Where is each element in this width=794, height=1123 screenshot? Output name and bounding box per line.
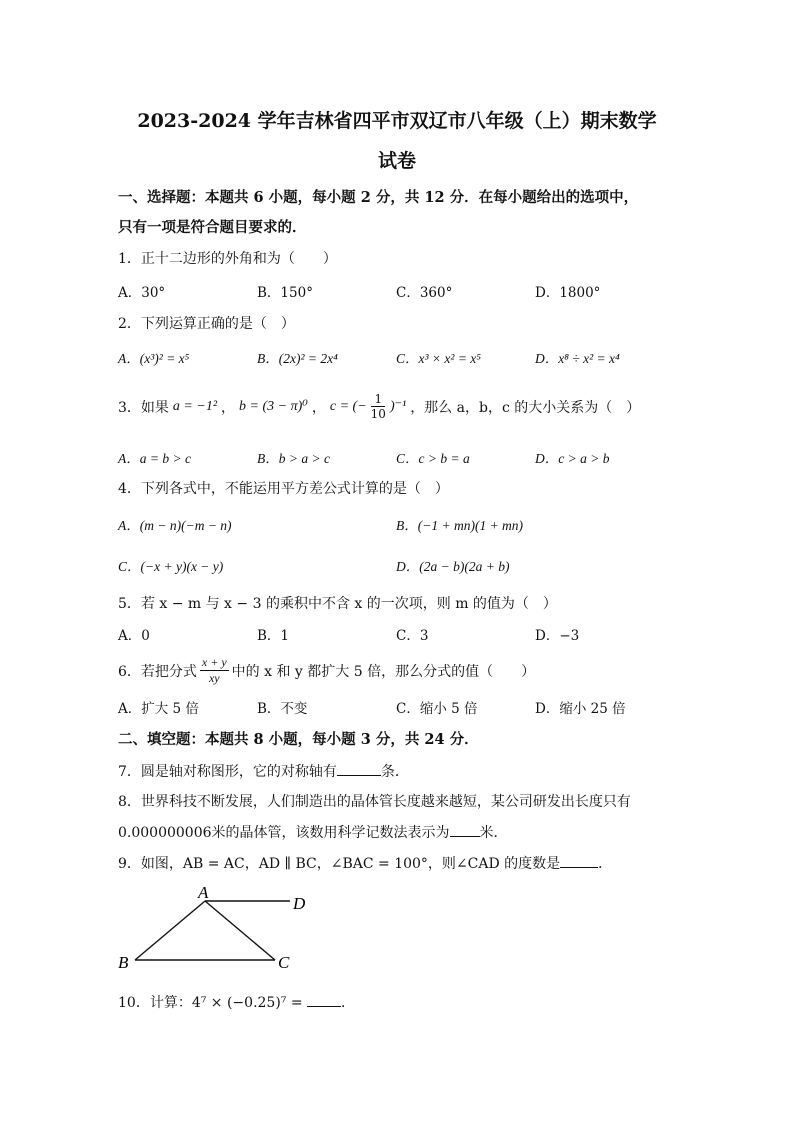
q7-suffix: 条． bbox=[380, 764, 409, 780]
q3-c-fraction bbox=[371, 392, 386, 421]
q2-option-d[interactable]: D．x⁸ ÷ x² = x⁴ bbox=[535, 351, 620, 366]
q10-text: 10．计算：4⁷ × (−0.25)⁷ = bbox=[118, 995, 303, 1011]
q9-triangle-figure bbox=[110, 878, 330, 978]
q9-answer-blank[interactable] bbox=[560, 855, 598, 868]
q3-option-c[interactable]: C．c > b = a bbox=[396, 451, 470, 466]
q6-option-c[interactable]: C．缩小 5 倍 bbox=[396, 701, 478, 717]
q6-option-d[interactable]: D．缩小 25 倍 bbox=[535, 701, 626, 717]
q6-suffix: 中的 x 和 y 都扩大 5 倍，那么分式的值（ ） bbox=[231, 663, 536, 680]
q1-option-c[interactable]: C．360° bbox=[396, 285, 453, 301]
q3-option-b[interactable]: B．b > a > c bbox=[257, 451, 330, 466]
q10-line bbox=[118, 992, 355, 1012]
q6-stem bbox=[118, 655, 535, 686]
label-b: B bbox=[118, 953, 129, 972]
q9-suffix: ． bbox=[598, 856, 613, 872]
q4-stem: 4．下列各式中，不能运用平方差公式计算的是（ ） bbox=[118, 481, 449, 497]
q2-option-c[interactable]: C．x³ × x² = x⁵ bbox=[396, 351, 481, 366]
q8-answer-blank[interactable] bbox=[450, 824, 480, 837]
q5-option-b[interactable]: B．1 bbox=[257, 628, 290, 644]
q5-option-a[interactable]: A．0 bbox=[118, 628, 150, 644]
q3-c-frac-num: 1 bbox=[371, 392, 385, 407]
q6-fraction bbox=[200, 655, 229, 686]
q1-option-b[interactable]: B．150° bbox=[257, 285, 313, 301]
q9-text: 9．如图，AB = AC，AD ∥ BC，∠BAC = 100°，则∠CAD 的度数是 bbox=[118, 856, 561, 872]
q6-frac-den: xy bbox=[208, 671, 220, 685]
q4-option-c[interactable]: C．(−x + y)(x − y) bbox=[118, 559, 224, 574]
q5-option-c[interactable]: C．3 bbox=[396, 628, 429, 644]
q6-option-b[interactable]: B．不变 bbox=[257, 701, 308, 717]
q10-answer-blank[interactable] bbox=[307, 994, 341, 1007]
q4-option-a[interactable]: A．(m − n)(−m − n) bbox=[118, 518, 232, 533]
q2-option-b[interactable]: B．(2x)² = 2x⁴ bbox=[257, 351, 338, 366]
q1-option-d[interactable]: D．1800° bbox=[535, 285, 601, 301]
q8-line1: 8．世界科技不断发展，人们制造出的晶体管长度越来越短，某公司研发出长度只有 bbox=[118, 794, 631, 810]
q1-stem: 1．正十二边形的外角和为（ ） bbox=[118, 251, 337, 267]
q3-b-expr: b = (3 − π)⁰ bbox=[239, 399, 308, 414]
page-title-line1: 2023-2024 学年吉林省四平市双辽市八年级（上）期末数学 bbox=[137, 110, 657, 132]
q3-c-expr-pre: c = (− bbox=[329, 398, 367, 414]
q3-a-expr: a = −1² bbox=[172, 398, 218, 414]
q9-line bbox=[118, 853, 612, 873]
q7-answer-blank[interactable] bbox=[337, 763, 381, 776]
q6-frac-num: x + y bbox=[201, 655, 227, 669]
q8-line2 bbox=[118, 822, 508, 842]
q2-option-a[interactable]: A．(x³)² = x⁵ bbox=[118, 351, 190, 366]
label-c: C bbox=[278, 953, 290, 972]
q8-line2-text: 0.000000006米的晶体管，该数用科学记数法表示为 bbox=[118, 825, 450, 841]
q5-stem: 5．若 x − m 与 x − 3 的乘积中不含 x 的一次项，则 m 的值为（ ） bbox=[118, 596, 557, 612]
section2-heading: 二、填空题：本题共 8 小题，每小题 3 分，共 24 分． bbox=[118, 731, 479, 748]
segment-ab bbox=[135, 901, 205, 960]
q5-option-d[interactable]: D．−3 bbox=[535, 628, 580, 644]
q4-option-d[interactable]: D．(2a − b)(2a + b) bbox=[396, 559, 510, 574]
segment-ac bbox=[205, 901, 275, 960]
q7-text: 7．圆是轴对称图形，它的对称轴有 bbox=[118, 764, 337, 780]
q8-suffix: 米． bbox=[479, 825, 508, 841]
q3-c-expr-post: )⁻¹ bbox=[389, 399, 407, 414]
section1-heading-line2: 只有一项是符合题目要求的． bbox=[118, 219, 307, 236]
q3-suffix: ，那么 a，b，c 的大小关系为（ ） bbox=[410, 399, 641, 416]
label-a: A bbox=[198, 883, 209, 902]
q7-line bbox=[118, 761, 409, 781]
q3-option-a[interactable]: A．a = b > c bbox=[118, 451, 191, 466]
q6-prefix: 6．若把分式 bbox=[118, 663, 197, 680]
q3-prefix: 3．如果 bbox=[118, 399, 169, 416]
section1-heading-line1: 一、选择题：本题共 6 小题，每小题 2 分，共 12 分．在每小题给出的选项中， bbox=[118, 189, 639, 206]
q1-option-a[interactable]: A．30° bbox=[118, 285, 166, 301]
q10-suffix: ． bbox=[341, 995, 356, 1011]
q3-c-frac-den: 10 bbox=[370, 407, 386, 421]
q6-option-a[interactable]: A．扩大 5 倍 bbox=[118, 701, 199, 717]
q2-stem: 2．下列运算正确的是（ ） bbox=[118, 316, 295, 332]
q3-option-d[interactable]: D．c > a > b bbox=[535, 451, 610, 466]
page-title-line2: 试卷 bbox=[377, 150, 416, 172]
q4-option-b[interactable]: B．(−1 + mn)(1 + mn) bbox=[396, 518, 524, 533]
label-d: D bbox=[293, 894, 306, 913]
q3-stem: 3．如果 a = −1² ， b = (3 − π)⁰ ， c = (− $\frac{1}{10}$ )⁻¹ ，那么 a，b，c 的大小关系为（ ） bbox=[118, 392, 641, 421]
